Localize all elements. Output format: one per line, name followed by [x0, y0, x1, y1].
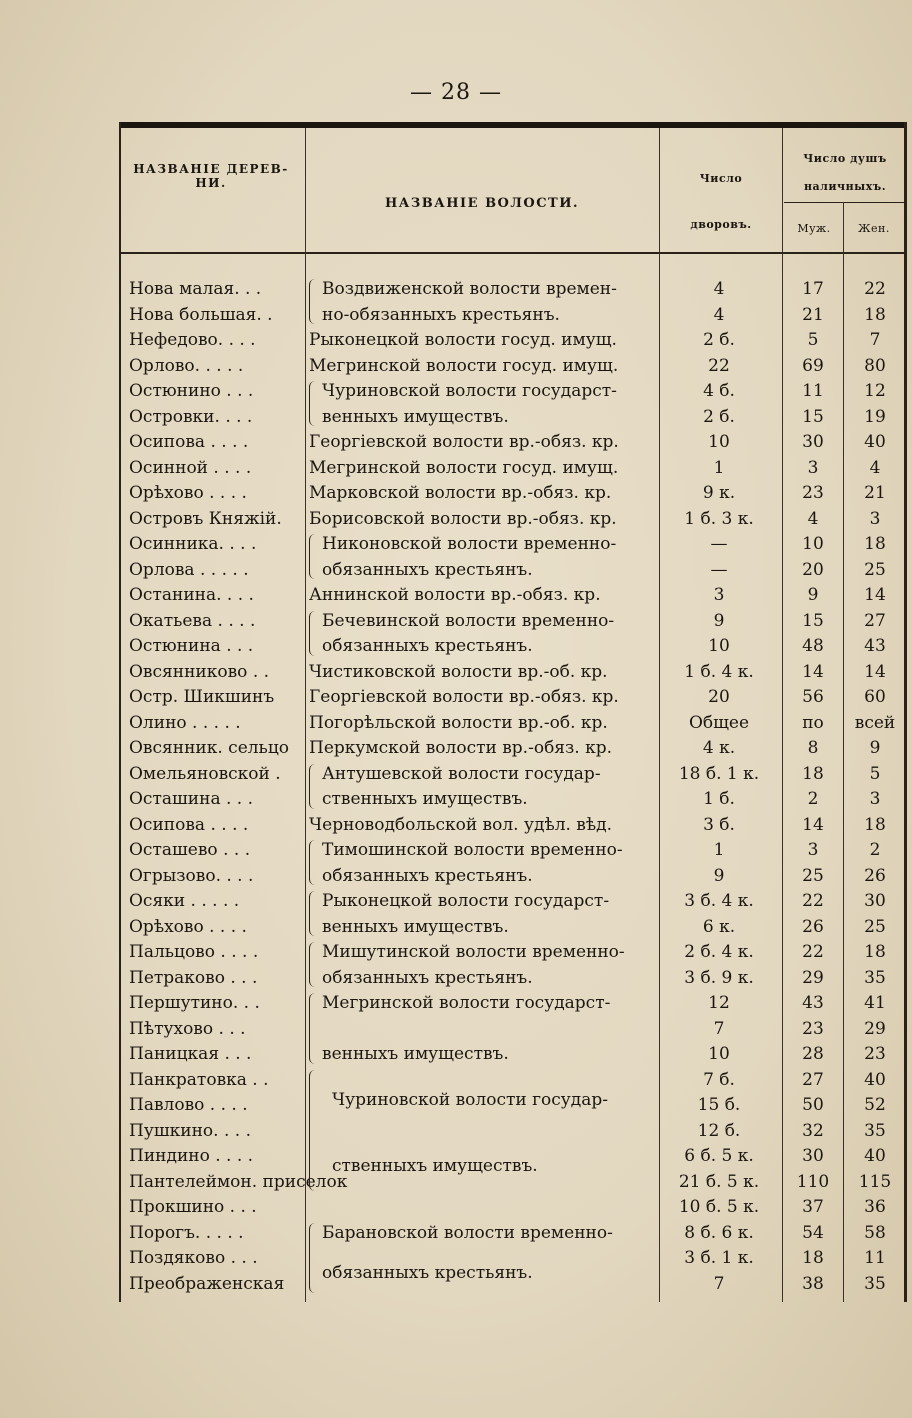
volost-cell: Марковской волости вр.-обяз. кр. — [309, 483, 612, 503]
yards-cell: 9 к. — [702, 483, 736, 503]
table-row — [119, 506, 907, 532]
village-cell: Остр. Шикшинъ — [129, 687, 275, 707]
men-cell: 5 — [807, 330, 819, 350]
page-number: — 28 — — [410, 80, 502, 105]
village-cell: Паницкая . . . — [129, 1044, 252, 1064]
bracket-volost-line2: обязанныхъ крестьянъ. — [322, 559, 533, 580]
volost-cell: Георгiевской волости вр.-обяз. кр. — [309, 687, 619, 707]
village-cell: Осташево . . . — [129, 840, 251, 860]
women-cell: 25 — [864, 916, 886, 937]
village-cell: Панкратовка . . — [129, 1069, 269, 1090]
men-cell: 30 — [802, 1146, 824, 1166]
yards-cell: 10 — [708, 636, 730, 656]
men-cell: 23 — [802, 483, 824, 503]
yards-cell: 6 б. 5 к. — [684, 1146, 754, 1166]
village-cell: Нова малая. . . — [129, 279, 262, 299]
women-cell: 23 — [864, 1044, 886, 1064]
village-cell: Овсянниково . . — [129, 661, 270, 682]
bracket-mark — [309, 534, 318, 579]
men-cell: по — [802, 712, 824, 733]
yards-cell: 3 б. 9 к. — [684, 967, 754, 988]
bracket-volost-line2: ственныхъ имуществъ. — [322, 789, 528, 809]
men-cell: 2 — [807, 789, 819, 809]
yards-cell: 18 б. 1 к. — [678, 763, 760, 784]
bracket-mark — [309, 381, 318, 426]
yards-cell: 4 к. — [702, 738, 736, 758]
village-cell: Пальцово . . . . — [129, 942, 259, 962]
bracket-volost-line1: Чуриновской волости государст- — [322, 381, 617, 401]
bracket-mark — [309, 611, 318, 656]
men-cell: 26 — [802, 916, 824, 937]
women-cell: 36 — [864, 1197, 886, 1217]
women-cell: 9 — [869, 738, 881, 758]
header-souls-top: Число душъ — [803, 152, 887, 165]
census-table — [119, 122, 907, 1302]
yards-cell: 1 — [713, 457, 725, 478]
yards-cell: 7 — [713, 1273, 725, 1294]
bracket-mark — [309, 1070, 318, 1192]
men-cell: 48 — [802, 636, 824, 656]
bracket-volost-line1: Антушевской волости государ- — [322, 763, 601, 784]
village-cell: Пѣтухово . . . — [129, 1018, 246, 1039]
women-cell: 25 — [864, 559, 886, 580]
header-bottom-rule — [119, 252, 907, 254]
men-cell: 18 — [802, 1248, 824, 1268]
men-cell: 50 — [802, 1095, 824, 1115]
women-cell: 21 — [864, 483, 886, 503]
village-cell: Омельяновской . — [129, 763, 281, 784]
yards-cell: 1 — [713, 840, 725, 860]
men-cell: 10 — [802, 534, 824, 554]
table-row — [119, 710, 907, 736]
volost-cell: Борисовской волости вр.-обяз. кр. — [309, 508, 617, 529]
yards-cell: 12 б. — [697, 1120, 741, 1141]
men-cell: 22 — [802, 891, 824, 911]
bracket-volost-line1: Бечевинской волости временно- — [322, 610, 615, 631]
women-cell: 22 — [864, 279, 886, 299]
bracket-volost-line1: Никоновской волости временно- — [322, 534, 617, 554]
yards-cell: 3 б. — [703, 814, 735, 835]
men-cell: 23 — [802, 1018, 824, 1039]
village-cell: Островъ Княжiй. — [129, 508, 282, 529]
women-cell: 27 — [864, 610, 886, 631]
yards-cell: 9 — [713, 610, 725, 631]
bracket-volost-line1: Тимошинской волости временно- — [322, 840, 623, 860]
men-cell: 3 — [807, 457, 819, 478]
volost-cell: Георгiевской волости вр.-обяз. кр. — [309, 432, 619, 452]
bracket-volost-line2: ственныхъ имуществъ. — [332, 1156, 538, 1176]
table-row — [119, 914, 907, 940]
men-cell: 30 — [802, 432, 824, 452]
women-cell: 80 — [864, 355, 886, 376]
table-row — [119, 480, 907, 506]
village-cell: Олино . . . . . — [129, 712, 241, 733]
village-cell: Орлово. . . . . — [129, 355, 244, 376]
women-cell: 41 — [864, 993, 886, 1013]
village-cell: Першутино. . . — [129, 993, 260, 1013]
volost-cell: Чистиковской волости вр.-об. кр. — [309, 661, 608, 682]
women-cell: 7 — [869, 330, 881, 350]
men-cell: 18 — [802, 763, 824, 784]
village-cell: Пантелеймон. приселок — [129, 1171, 348, 1192]
village-cell: Осипова . . . . — [129, 814, 249, 835]
women-cell: 58 — [864, 1222, 886, 1243]
village-cell: Петраково . . . — [129, 967, 258, 988]
table-row — [119, 659, 907, 685]
men-cell: 14 — [802, 814, 824, 835]
men-cell: 4 — [807, 508, 819, 529]
men-cell: 14 — [802, 661, 824, 682]
table-row — [119, 735, 907, 761]
women-cell: 11 — [864, 1248, 886, 1268]
men-cell: 43 — [802, 993, 824, 1013]
women-cell: 35 — [864, 1273, 886, 1294]
table-row — [119, 684, 907, 710]
table-row — [119, 327, 907, 353]
yards-cell: 6 к. — [702, 916, 736, 937]
volost-cell: Рыконецкой волости госуд. имущ. — [309, 330, 617, 350]
yards-cell: 3 б. 4 к. — [684, 891, 754, 911]
yards-cell: 9 — [713, 865, 725, 886]
yards-cell: 2 б. — [703, 330, 735, 350]
women-cell: 60 — [864, 687, 886, 707]
women-cell: 2 — [869, 840, 881, 860]
women-cell: 26 — [864, 865, 886, 886]
bracket-volost-line2: обязанныхъ крестьянъ. — [322, 967, 533, 988]
women-cell: 29 — [864, 1018, 886, 1039]
volost-cell: Мегринской волости госуд. имущ. — [309, 457, 619, 478]
village-cell: Островки. . . . — [129, 406, 253, 427]
women-cell: 52 — [864, 1095, 886, 1115]
header-women: Жен. — [858, 222, 890, 235]
village-cell: Осташина . . . — [129, 789, 254, 809]
village-cell: Остюнина . . . — [129, 636, 254, 656]
table-row — [119, 429, 907, 455]
bracket-mark — [309, 891, 318, 936]
yards-cell: 2 б. 4 к. — [684, 942, 754, 962]
men-cell: 3 — [807, 840, 819, 860]
volost-cell: Аннинской волости вр.-обяз. кр. — [309, 585, 601, 605]
volost-cell: Погорѣльской волости вр.-об. кр. — [309, 712, 608, 733]
bracket-volost-line2: обязанныхъ крестьянъ. — [322, 865, 533, 886]
village-cell: Нефедово. . . . — [129, 330, 256, 350]
table-top-rule — [119, 122, 907, 128]
yards-cell: 1 б. 4 к. — [684, 661, 754, 682]
men-cell: 11 — [802, 381, 824, 401]
village-cell: Орѣхово . . . . — [129, 483, 247, 503]
men-cell: 15 — [802, 406, 824, 427]
yards-cell: 4 — [713, 279, 725, 299]
yards-cell: 3 б. 1 к. — [684, 1248, 754, 1268]
bracket-volost-line1: Воздвиженской волости времен- — [322, 279, 617, 299]
women-cell: 19 — [864, 406, 886, 427]
table-row — [119, 353, 907, 379]
men-cell: 8 — [807, 738, 819, 758]
women-cell: всей — [854, 712, 896, 733]
village-cell: Остюнино . . . — [129, 381, 254, 401]
table-row — [119, 1194, 907, 1220]
header-yards-bottom: дворовъ. — [690, 218, 752, 231]
bracket-volost-line1: Чуриновской волости государ- — [332, 1089, 609, 1110]
bracket-volost-line2: венныхъ имуществъ. — [322, 1044, 509, 1064]
men-cell: 22 — [802, 942, 824, 962]
women-cell: 4 — [869, 457, 881, 478]
men-cell: 21 — [802, 304, 824, 325]
yards-cell: 7 б. — [703, 1069, 735, 1090]
yards-cell: 10 — [708, 432, 730, 452]
women-cell: 40 — [864, 1146, 886, 1166]
men-cell: 9 — [807, 585, 819, 605]
souls-subheader-rule — [784, 202, 907, 203]
table-row — [119, 1041, 907, 1067]
village-cell: Осипова . . . . — [129, 432, 249, 452]
yards-cell: 1 б. — [703, 789, 735, 809]
table-row — [119, 812, 907, 838]
bracket-mark — [309, 1223, 318, 1294]
men-cell: 37 — [802, 1197, 824, 1217]
yards-cell: 20 — [708, 687, 730, 707]
bracket-volost-line2: но-обязанныхъ крестьянъ. — [322, 304, 560, 325]
bracket-mark — [309, 279, 318, 324]
yards-cell: 10 — [708, 1044, 730, 1064]
men-cell: 17 — [802, 279, 824, 299]
table-row — [119, 455, 907, 481]
bracket-volost-line2: венныхъ имуществъ. — [322, 916, 509, 937]
women-cell: 14 — [864, 661, 886, 682]
table-row — [119, 582, 907, 608]
header-yards-top: Число — [699, 172, 743, 185]
women-cell: 43 — [864, 636, 886, 656]
men-cell: 25 — [802, 865, 824, 886]
women-cell: 35 — [864, 967, 886, 988]
men-cell: 38 — [802, 1273, 824, 1294]
women-cell: 115 — [858, 1171, 892, 1192]
table-row — [119, 1118, 907, 1144]
women-cell: 12 — [864, 381, 886, 401]
bracket-volost-line1: Барановской волости временно- — [322, 1222, 613, 1243]
women-cell: 18 — [864, 814, 886, 835]
yards-cell: 15 б. — [697, 1095, 741, 1115]
village-cell: Останина. . . . — [129, 585, 254, 605]
bracket-mark — [309, 764, 318, 809]
village-cell: Осинной . . . . — [129, 457, 252, 478]
women-cell: 18 — [864, 942, 886, 962]
yards-cell: 2 б. — [703, 406, 735, 427]
yards-cell: 10 б. 5 к. — [678, 1197, 760, 1217]
village-cell: Орлова . . . . . — [129, 559, 249, 580]
village-cell: Орѣхово . . . . — [129, 916, 247, 937]
yards-cell: 4 б. — [703, 381, 735, 401]
women-cell: 14 — [864, 585, 886, 605]
men-cell: 110 — [796, 1171, 830, 1192]
men-cell: 28 — [802, 1044, 824, 1064]
village-cell: Прокшино . . . — [129, 1197, 257, 1217]
men-cell: 20 — [802, 559, 824, 580]
women-cell: 40 — [864, 432, 886, 452]
women-cell: 5 — [869, 763, 881, 784]
bracket-volost-line2: обязанныхъ крестьянъ. — [322, 636, 533, 656]
village-cell: Нова большая. . — [129, 304, 273, 325]
bracket-volost-line2: венныхъ имуществъ. — [322, 406, 509, 427]
men-cell: 69 — [802, 355, 824, 376]
women-cell: 40 — [864, 1069, 886, 1090]
village-cell: Овсянник. сельцо — [129, 738, 289, 758]
yards-cell: 21 б. 5 к. — [678, 1171, 760, 1192]
bracket-volost-line1: Мегринской волости государст- — [322, 993, 611, 1013]
bracket-volost-line1: Мишутинской волости временно- — [322, 942, 625, 962]
women-cell: 18 — [864, 304, 886, 325]
header-souls-bottom: наличныхъ. — [803, 180, 887, 193]
bracket-volost-line2: обязанныхъ крестьянъ. — [322, 1263, 533, 1284]
table-row — [119, 1016, 907, 1042]
volost-cell: Мегринской волости госуд. имущ. — [309, 355, 619, 376]
men-cell: 54 — [802, 1222, 824, 1243]
men-cell: 29 — [802, 967, 824, 988]
village-cell: Пиндино . . . . — [129, 1146, 254, 1166]
village-cell: Огрызово. . . . — [129, 865, 254, 886]
men-cell: 27 — [802, 1069, 824, 1090]
yards-cell: — — [710, 534, 728, 554]
village-cell: Порогъ. . . . . — [129, 1222, 244, 1243]
yards-cell: 3 — [713, 585, 725, 605]
village-cell: Осинника. . . . — [129, 534, 257, 554]
women-cell: 3 — [869, 789, 881, 809]
yards-cell: 22 — [708, 355, 730, 376]
yards-cell: 4 — [713, 304, 725, 325]
village-cell: Поздяково . . . — [129, 1248, 258, 1268]
village-cell: Пушкино. . . . — [129, 1120, 251, 1141]
yards-cell: 8 б. 6 к. — [684, 1222, 754, 1243]
volost-cell: Черноводбольской вол. удѣл. вѣд. — [309, 814, 612, 835]
header-men: Муж. — [797, 222, 831, 235]
yards-cell: Общее — [688, 712, 750, 733]
women-cell: 35 — [864, 1120, 886, 1141]
yards-cell: 1 б. 3 к. — [684, 508, 754, 529]
men-cell: 56 — [802, 687, 824, 707]
table-row — [119, 404, 907, 430]
village-cell: Преображенская — [129, 1273, 285, 1294]
bracket-mark — [309, 942, 318, 987]
yards-cell: — — [710, 559, 728, 580]
village-cell: Павлово . . . . — [129, 1095, 248, 1115]
women-cell: 3 — [869, 508, 881, 529]
men-cell: 32 — [802, 1120, 824, 1141]
village-cell: Осяки . . . . . — [129, 891, 240, 911]
yards-cell: 7 — [713, 1018, 725, 1039]
bracket-mark — [309, 840, 318, 885]
yards-cell: 12 — [708, 993, 730, 1013]
village-cell: Окатьева . . . . — [129, 610, 256, 631]
bracket-volost-line1: Рыконецкой волости государст- — [322, 891, 610, 911]
header-volost: НАЗВАНIЕ ВОЛОСТИ. — [384, 196, 580, 211]
women-cell: 30 — [864, 891, 886, 911]
volost-cell: Перкумской волости вр.-обяз. кр. — [309, 738, 613, 758]
header-village: НАЗВАНIЕ ДЕРЕВ-НИ. — [133, 162, 289, 191]
bracket-mark — [309, 993, 318, 1064]
men-cell: 15 — [802, 610, 824, 631]
women-cell: 18 — [864, 534, 886, 554]
